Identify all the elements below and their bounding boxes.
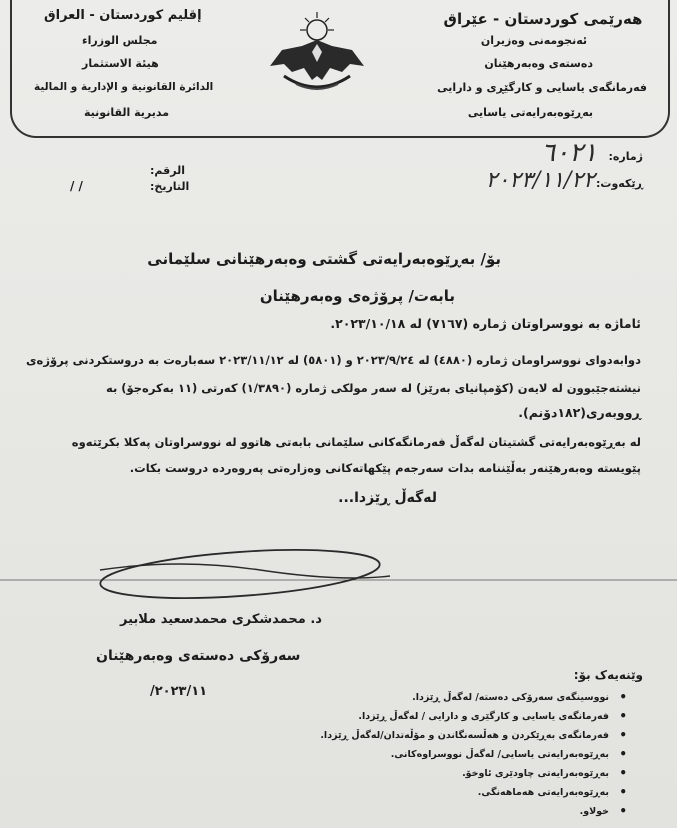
arabic-region: إقليم كوردستان - العراق [44, 8, 202, 23]
arabic-board: هيئة الاستثمار [82, 57, 159, 70]
arabic-date-slashes: / / [70, 179, 83, 193]
handwritten-signature [0, 540, 677, 620]
kurdish-region: هەرێمی کوردستان - عێراق [443, 10, 643, 28]
cc-item: • فەرمانگەی یاسایی و کارگێری و دارایی / لەگەڵ ڕێزدا. [320, 707, 627, 726]
body-line-6: پێویستە وەبەرهێنەر بەڵێننامە بدات سەرجەم پێکهاتەکانی وەزارەتی پەروەردە دروست بکات. [129, 461, 641, 475]
cc-item: • فەرمانگەی بەڕێکردن و هەڵسەنگاندن و مۆڵەتدان/لەگەڵ ڕێزدا. [320, 726, 627, 745]
arabic-date-label: التاريخ: [150, 180, 190, 193]
kurdish-directorate: بەڕێوەبەرایەتی یاسایی [467, 106, 593, 119]
arabic-number-label: الرقم: [150, 164, 185, 177]
addressee: بۆ/ بەڕێوەبەرایەتی گشتی وەبەرهێنانی سلێمانی [147, 250, 501, 268]
closing: لەگەڵ ڕێزدا... [338, 490, 437, 506]
kurdish-letterhead [433, 8, 653, 30]
signatory-title: سەرۆکی دەستەی وەبەرهێنان [96, 648, 301, 664]
body-line-2: دوابەدوای نووسراومان ژمارە (٤٨٨٠) لە ٢٠٢٣/٩/٢٤ و (٥٨٠١) لە ٢٠٢٣/١١/١٢ سەبارەت بە دروستکردنی پرۆژەی [26, 353, 641, 367]
kurdish-board: دەستەی وەبەرهێنان [484, 57, 593, 70]
cc-item: • نووسینگەی سەرۆکی دەستە/ لەگەڵ ڕێزدا. [320, 688, 627, 707]
arabic-council: مجلس الوزراء [82, 34, 158, 47]
signature-date: ٢٠٢٣/١١/ [150, 684, 208, 699]
kurdish-dept: فەرمانگەی یاسایی و کارگێڕی و دارایی [437, 81, 647, 94]
body-line-1: ئاماژە بە نووسراوتان ژمارە (٧١٦٧) لە ٢٠٢٣/١٠/١٨. [330, 316, 641, 331]
cc-item: • بەڕێوەبەرایەتی یاسایی/ لەگەڵ نووسراوەکانی. [320, 745, 627, 764]
kurdistan-eagle-emblem-icon [262, 6, 372, 106]
cc-item: • بەڕێوەبەرایەتی چاودێری ئاوخۆ. [320, 764, 627, 783]
handwritten-number: ٦٠٢١ [541, 138, 597, 168]
cc-item: • بەڕێوەبەرایەتی هەماهەنگی. [320, 783, 627, 802]
handwritten-date: ٢٠٢٣/١١/٢٢ [485, 168, 595, 193]
signatory-name: د. محمدشکری محمدسعید ملابیر [120, 612, 322, 627]
kurdish-council: ئەنجومەنی وەزیران [480, 34, 587, 47]
subject: بابەت/ پرۆژەی وەبەرهێنان [259, 287, 455, 305]
cc-heading: وێنەیەک بۆ: [573, 668, 643, 682]
body-line-5: لە بەڕێوەبەرایەتی گشتیتان لەگەڵ فەرمانگەکانی سلێمانی بابەتی هاتوو لە نووسراوتان پەکلا بکرێتەوە [71, 435, 641, 449]
kurdish-number-label: ژمارە: [608, 150, 643, 163]
arabic-directorate: مديرية القانونية [84, 106, 170, 119]
cc-list [320, 688, 627, 821]
cc-item: • خولاو. [320, 802, 627, 821]
kurdish-date-label: ڕێکەوت: [596, 177, 643, 190]
body-line-3: نیشتەجێبوون لە لایەن (کۆمپانیای بەرێز) لە سەر مولکی ژمارە (١/٣٨٩٠) کەرتی (١١ بەکرەجۆ) بە [105, 381, 641, 395]
body-line-4: ڕووبەری(١٨٢دۆنم). [518, 405, 641, 420]
arabic-dept: الدائرة القانونية و الإدارية و المالية [34, 81, 214, 93]
